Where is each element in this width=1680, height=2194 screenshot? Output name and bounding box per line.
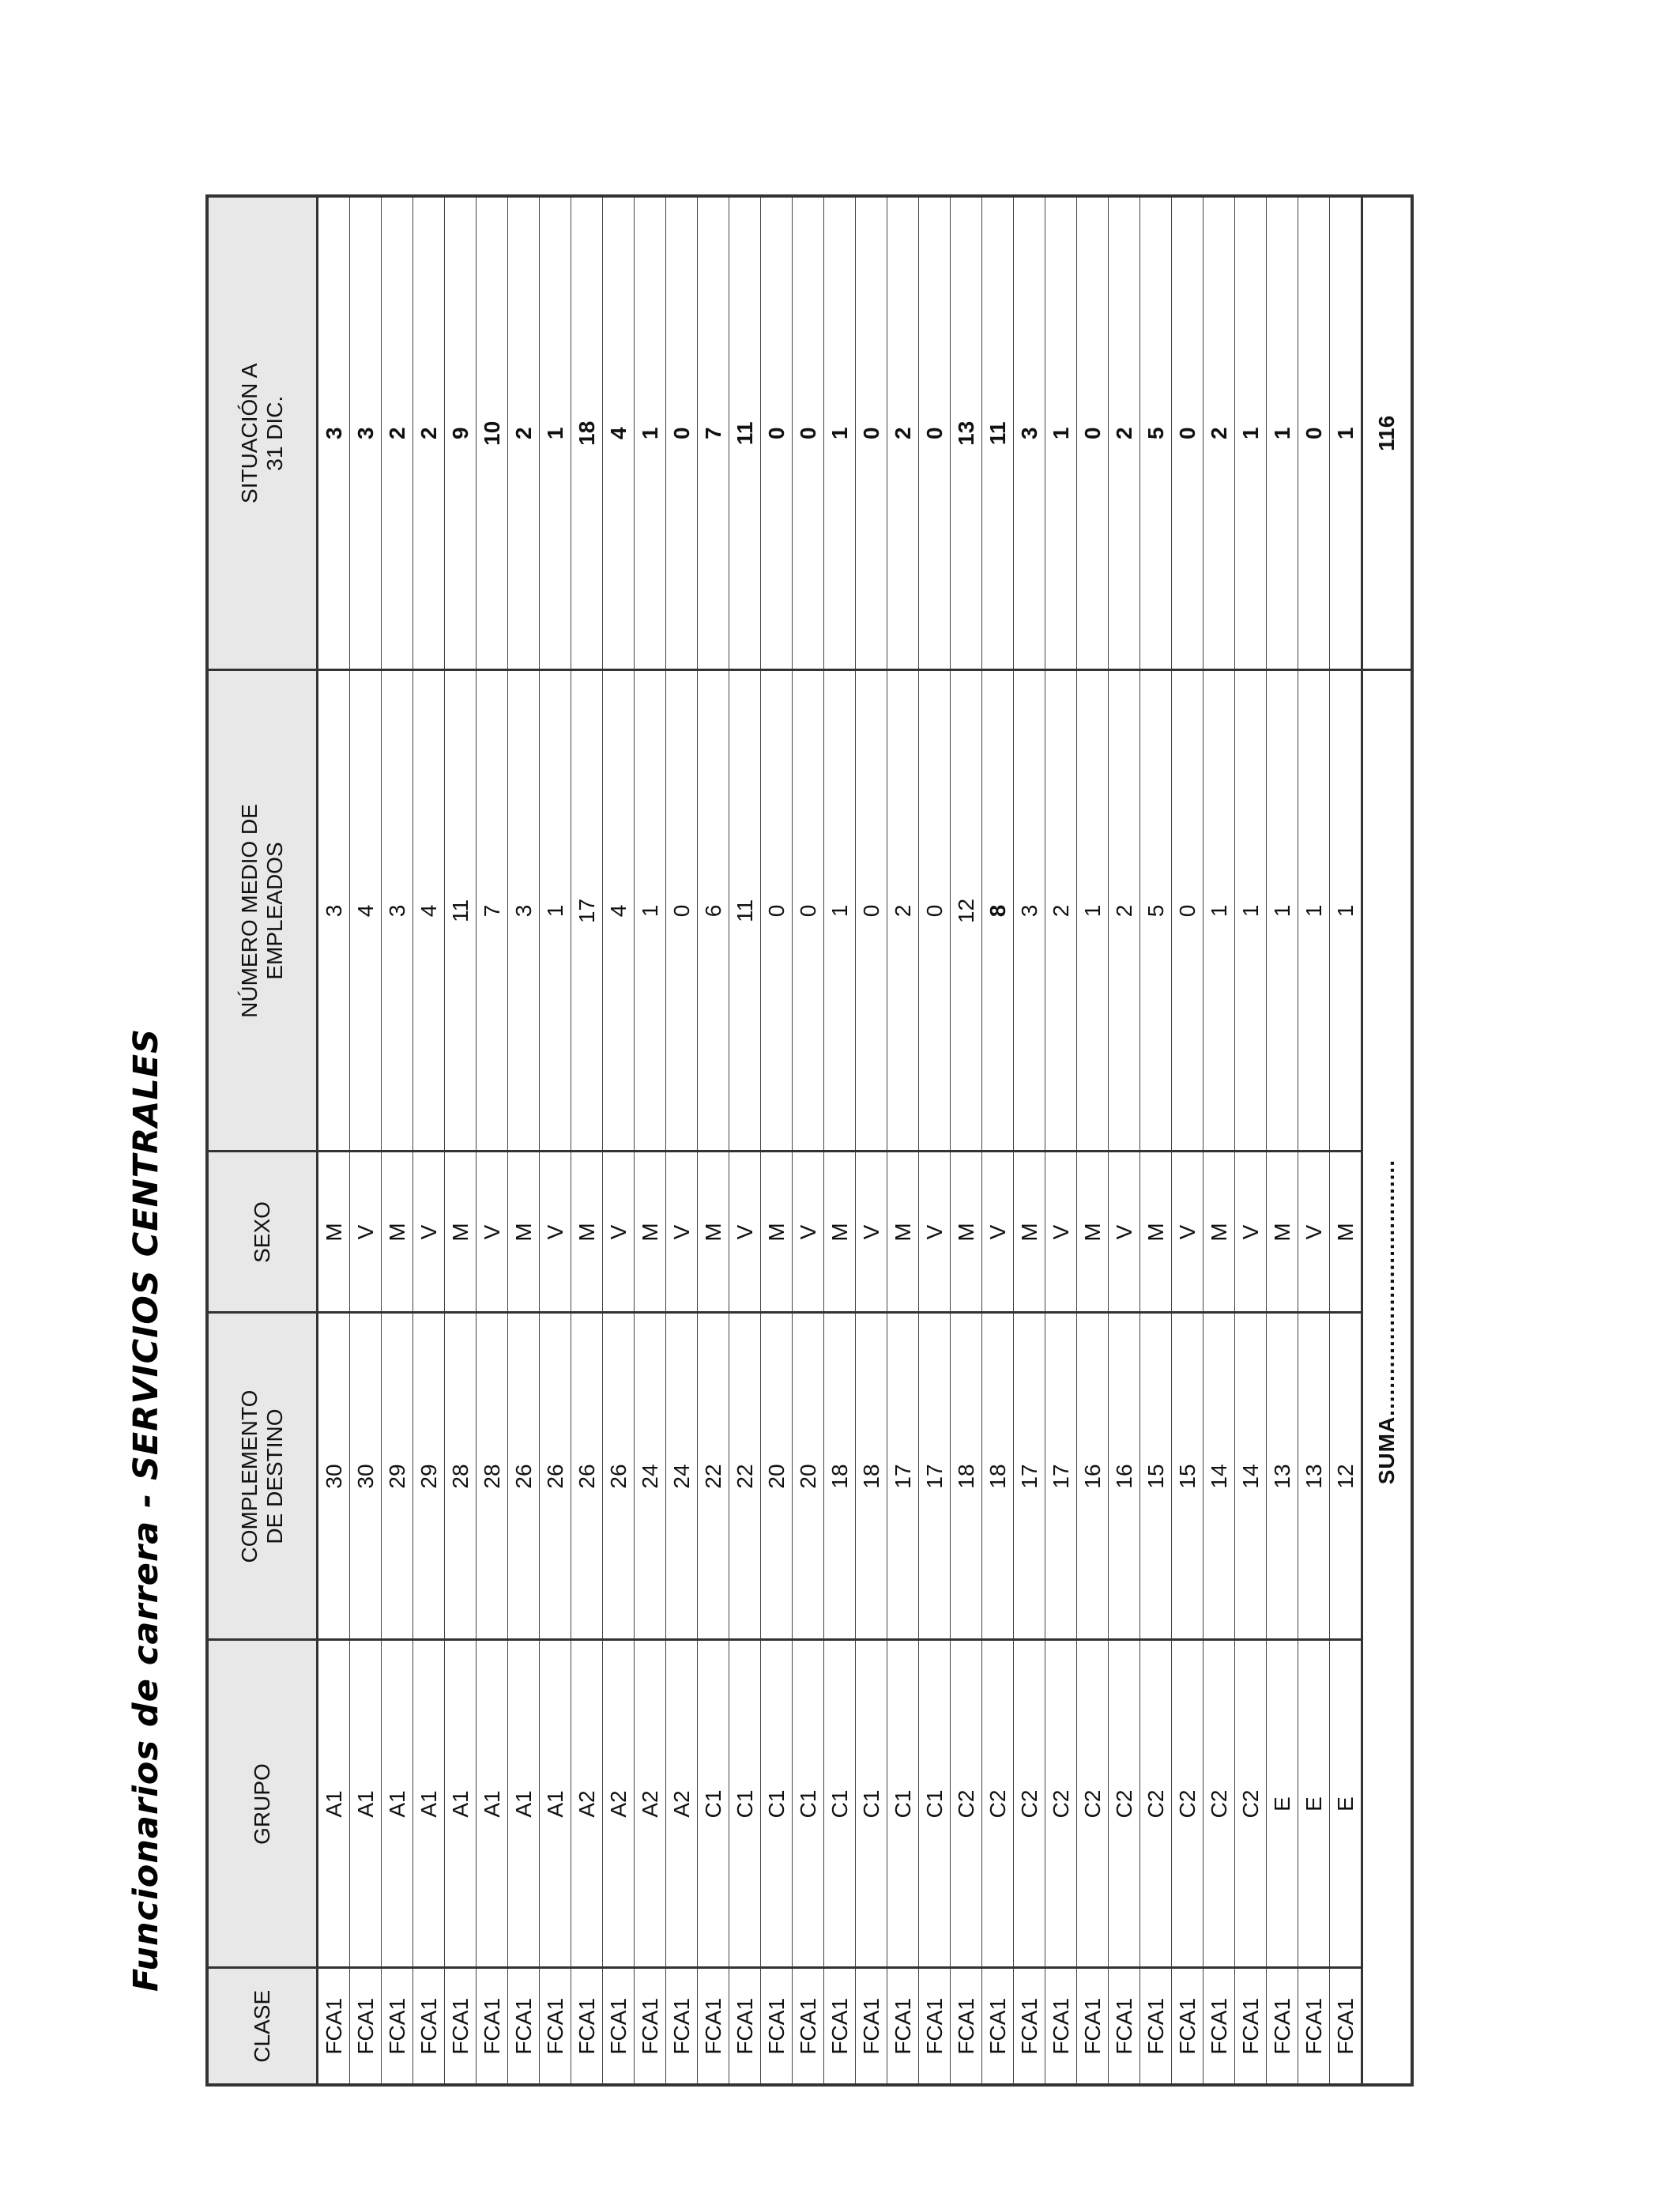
cell-numero: 0 [1172, 670, 1203, 1152]
cell-situacion: 5 [1140, 196, 1172, 670]
cell-numero: 1 [1298, 670, 1330, 1152]
header-numero [207, 670, 318, 1152]
cell-clase: FCA1 [1014, 1968, 1045, 2085]
cell-grupo: C2 [1045, 1640, 1077, 1968]
cell-complemento: 30 [350, 1313, 382, 1640]
suma-total-cell [1362, 196, 1413, 670]
cell-grupo: C2 [1014, 1640, 1045, 1968]
cell-numero: 1 [1330, 670, 1362, 1152]
cell-situacion: 1 [1330, 196, 1362, 670]
cell-grupo: A1 [508, 1640, 540, 1968]
cell-numero: 1 [1203, 670, 1235, 1152]
cell-clase: FCA1 [919, 1968, 951, 2085]
cell-situacion: 2 [382, 196, 413, 670]
table-footer-row [1362, 196, 1413, 2085]
cell-clase: FCA1 [445, 1968, 477, 2085]
cell-clase: FCA1 [1203, 1968, 1235, 2085]
suma-label: SUMA..................................... [1374, 1159, 1399, 1485]
cell-clase: FCA1 [793, 1968, 824, 2085]
cell-sexo: M [1203, 1152, 1235, 1313]
table-row [508, 196, 540, 2085]
header-complemento [207, 1313, 318, 1640]
table-row [1330, 196, 1362, 2085]
cell-situacion: 1 [1267, 196, 1298, 670]
table-row [824, 196, 856, 2085]
cell-situacion: 1 [1045, 196, 1077, 670]
table-row [1140, 196, 1172, 2085]
cell-sexo: M [318, 1152, 350, 1313]
cell-situacion: 1 [824, 196, 856, 670]
cell-grupo: C2 [1140, 1640, 1172, 1968]
cell-complemento: 17 [1045, 1313, 1077, 1640]
table-row [350, 196, 382, 2085]
table-row [413, 196, 445, 2085]
cell-sexo: V [1298, 1152, 1330, 1313]
cell-sexo: M [1267, 1152, 1298, 1313]
table-row [666, 196, 698, 2085]
table-row [1267, 196, 1298, 2085]
cell-grupo: A1 [413, 1640, 445, 1968]
cell-situacion: 2 [887, 196, 919, 670]
cell-complemento: 29 [413, 1313, 445, 1640]
header-situacion [207, 196, 318, 670]
cell-numero: 2 [1045, 670, 1077, 1152]
cell-grupo: E [1298, 1640, 1330, 1968]
cell-sexo: V [856, 1152, 887, 1313]
cell-clase: FCA1 [1077, 1968, 1109, 2085]
cell-complemento: 24 [666, 1313, 698, 1640]
table-row [951, 196, 982, 2085]
table-row [1203, 196, 1235, 2085]
cell-clase: FCA1 [698, 1968, 729, 2085]
cell-situacion: 9 [445, 196, 477, 670]
cell-grupo: C1 [856, 1640, 887, 1968]
employees-table [205, 194, 1414, 2087]
cell-numero: 11 [445, 670, 477, 1152]
cell-situacion: 13 [951, 196, 982, 670]
cell-numero: 0 [666, 670, 698, 1152]
cell-clase: FCA1 [1172, 1968, 1203, 2085]
cell-grupo: C2 [982, 1640, 1014, 1968]
cell-situacion: 0 [1172, 196, 1203, 670]
employees-table-container [205, 198, 1470, 2087]
cell-sexo: V [982, 1152, 1014, 1313]
cell-numero: 4 [413, 670, 445, 1152]
cell-clase: FCA1 [477, 1968, 508, 2085]
header-clase: CLASE [207, 1968, 318, 2085]
table-row [793, 196, 824, 2085]
cell-grupo: A1 [318, 1640, 350, 1968]
cell-numero: 2 [1109, 670, 1140, 1152]
cell-clase: FCA1 [729, 1968, 761, 2085]
cell-numero: 7 [477, 670, 508, 1152]
header-grupo: GRUPO [207, 1640, 318, 1968]
table-row [635, 196, 666, 2085]
footer-numero-empty-cell [1362, 670, 1413, 1152]
cell-complemento: 20 [793, 1313, 824, 1640]
cell-sexo: M [508, 1152, 540, 1313]
cell-grupo: A1 [445, 1640, 477, 1968]
table-row [761, 196, 793, 2085]
header-sexo: SEXO [207, 1152, 318, 1313]
table-row [571, 196, 603, 2085]
cell-sexo: V [1045, 1152, 1077, 1313]
cell-grupo: C2 [1235, 1640, 1267, 1968]
cell-complemento: 30 [318, 1313, 350, 1640]
cell-situacion: 2 [508, 196, 540, 670]
cell-complemento: 15 [1172, 1313, 1203, 1640]
cell-numero: 3 [508, 670, 540, 1152]
cell-clase: FCA1 [856, 1968, 887, 2085]
cell-numero: 5 [1140, 670, 1172, 1152]
table-row [729, 196, 761, 2085]
cell-situacion: 2 [413, 196, 445, 670]
cell-complemento: 22 [729, 1313, 761, 1640]
cell-numero: 0 [793, 670, 824, 1152]
cell-grupo: A2 [603, 1640, 635, 1968]
cell-grupo: C2 [1203, 1640, 1235, 1968]
cell-complemento: 28 [445, 1313, 477, 1640]
cell-complemento: 28 [477, 1313, 508, 1640]
cell-clase: FCA1 [666, 1968, 698, 2085]
cell-complemento: 12 [1330, 1313, 1362, 1640]
cell-situacion: 10 [477, 196, 508, 670]
cell-situacion: 0 [1298, 196, 1330, 670]
cell-situacion: 2 [1109, 196, 1140, 670]
cell-clase: FCA1 [635, 1968, 666, 2085]
cell-situacion: 0 [919, 196, 951, 670]
cell-situacion: 0 [856, 196, 887, 670]
cell-situacion: 4 [603, 196, 635, 670]
cell-complemento: 24 [635, 1313, 666, 1640]
table-row [698, 196, 729, 2085]
cell-sexo: V [729, 1152, 761, 1313]
header-situacion-label: SITUACIÓN A 31 DIC. [236, 363, 287, 503]
cell-grupo: E [1267, 1640, 1298, 1968]
cell-clase: FCA1 [824, 1968, 856, 2085]
cell-grupo: C1 [729, 1640, 761, 1968]
header-numero-label: NÚMERO MEDIO DE EMPLEADOS [236, 804, 287, 1018]
cell-complemento: 18 [951, 1313, 982, 1640]
cell-sexo: M [951, 1152, 982, 1313]
table-row [445, 196, 477, 2085]
cell-numero: 17 [571, 670, 603, 1152]
cell-situacion: 3 [1014, 196, 1045, 670]
cell-clase: FCA1 [1298, 1968, 1330, 2085]
cell-complemento: 22 [698, 1313, 729, 1640]
table-row [982, 196, 1014, 2085]
cell-sexo: M [571, 1152, 603, 1313]
cell-numero: 2 [887, 670, 919, 1152]
cell-numero: 3 [318, 670, 350, 1152]
cell-complemento: 26 [540, 1313, 571, 1640]
cell-numero: 1 [1267, 670, 1298, 1152]
table-row [382, 196, 413, 2085]
cell-grupo: C2 [1077, 1640, 1109, 1968]
cell-numero: 1 [1235, 670, 1267, 1152]
cell-situacion: 1 [540, 196, 571, 670]
cell-numero: 12 [951, 670, 982, 1152]
cell-clase: FCA1 [1045, 1968, 1077, 2085]
cell-complemento: 18 [856, 1313, 887, 1640]
table-row [1298, 196, 1330, 2085]
cell-numero: 1 [635, 670, 666, 1152]
cell-numero: 0 [761, 670, 793, 1152]
header-complemento-label: COMPLEMENTO DE DESTINO [236, 1389, 287, 1563]
cell-grupo: A1 [382, 1640, 413, 1968]
cell-grupo: A2 [635, 1640, 666, 1968]
cell-sexo: M [1077, 1152, 1109, 1313]
cell-grupo: C1 [698, 1640, 729, 1968]
table-row [1077, 196, 1109, 2085]
cell-complemento: 20 [761, 1313, 793, 1640]
suma-total: 116 [1374, 415, 1399, 451]
cell-complemento: 18 [982, 1313, 1014, 1640]
cell-sexo: V [350, 1152, 382, 1313]
cell-situacion: 2 [1203, 196, 1235, 670]
page-title: Funcionarios de carrera - SERVICIOS CENTRALES [126, 1027, 166, 1992]
suma-cell [1362, 1152, 1413, 1968]
cell-grupo: A2 [571, 1640, 603, 1968]
cell-grupo: C1 [761, 1640, 793, 1968]
cell-grupo: A2 [666, 1640, 698, 1968]
table-row [318, 196, 350, 2085]
cell-complemento: 17 [919, 1313, 951, 1640]
cell-clase: FCA1 [1330, 1968, 1362, 2085]
cell-grupo: A1 [477, 1640, 508, 1968]
cell-grupo: A1 [540, 1640, 571, 1968]
cell-complemento: 26 [571, 1313, 603, 1640]
cell-complemento: 26 [603, 1313, 635, 1640]
cell-clase: FCA1 [951, 1968, 982, 2085]
cell-grupo: C1 [919, 1640, 951, 1968]
cell-complemento: 17 [1014, 1313, 1045, 1640]
cell-sexo: V [1172, 1152, 1203, 1313]
cell-complemento: 14 [1235, 1313, 1267, 1640]
cell-clase: FCA1 [413, 1968, 445, 2085]
cell-grupo: C1 [793, 1640, 824, 1968]
cell-complemento: 16 [1077, 1313, 1109, 1640]
cell-sexo: V [793, 1152, 824, 1313]
cell-sexo: V [477, 1152, 508, 1313]
cell-clase: FCA1 [1267, 1968, 1298, 2085]
cell-numero: 1 [1077, 670, 1109, 1152]
table-header-row [207, 196, 318, 2085]
cell-clase: FCA1 [540, 1968, 571, 2085]
cell-situacion: 0 [793, 196, 824, 670]
cell-numero: 6 [698, 670, 729, 1152]
table-row [603, 196, 635, 2085]
cell-grupo: C2 [1109, 1640, 1140, 1968]
table-body [318, 196, 1362, 2085]
cell-clase: FCA1 [761, 1968, 793, 2085]
cell-complemento: 29 [382, 1313, 413, 1640]
cell-sexo: M [445, 1152, 477, 1313]
cell-situacion: 1 [1235, 196, 1267, 670]
cell-complemento: 15 [1140, 1313, 1172, 1640]
cell-numero: 11 [729, 670, 761, 1152]
cell-numero: 8 [982, 670, 1014, 1152]
cell-situacion: 3 [350, 196, 382, 670]
cell-sexo: V [603, 1152, 635, 1313]
cell-situacion: 1 [635, 196, 666, 670]
table-row [477, 196, 508, 2085]
cell-complemento: 13 [1298, 1313, 1330, 1640]
cell-sexo: M [1330, 1152, 1362, 1313]
cell-complemento: 18 [824, 1313, 856, 1640]
cell-clase: FCA1 [603, 1968, 635, 2085]
cell-sexo: V [919, 1152, 951, 1313]
cell-grupo: E [1330, 1640, 1362, 1968]
cell-numero: 1 [824, 670, 856, 1152]
cell-clase: FCA1 [1109, 1968, 1140, 2085]
cell-clase: FCA1 [382, 1968, 413, 2085]
table-row [1045, 196, 1077, 2085]
cell-situacion: 0 [666, 196, 698, 670]
cell-situacion: 11 [982, 196, 1014, 670]
table-row [919, 196, 951, 2085]
table-row [1109, 196, 1140, 2085]
cell-complemento: 17 [887, 1313, 919, 1640]
cell-numero: 0 [919, 670, 951, 1152]
cell-numero: 0 [856, 670, 887, 1152]
table-row [887, 196, 919, 2085]
cell-sexo: V [413, 1152, 445, 1313]
cell-sexo: M [635, 1152, 666, 1313]
cell-complemento: 14 [1203, 1313, 1235, 1640]
cell-complemento: 13 [1267, 1313, 1298, 1640]
cell-sexo: M [1140, 1152, 1172, 1313]
cell-sexo: M [824, 1152, 856, 1313]
cell-clase: FCA1 [887, 1968, 919, 2085]
cell-situacion: 7 [698, 196, 729, 670]
cell-grupo: C1 [824, 1640, 856, 1968]
footer-empty-cell [1362, 1968, 1413, 2085]
cell-clase: FCA1 [350, 1968, 382, 2085]
cell-sexo: M [698, 1152, 729, 1313]
cell-numero: 3 [1014, 670, 1045, 1152]
cell-situacion: 3 [318, 196, 350, 670]
cell-sexo: M [1014, 1152, 1045, 1313]
cell-sexo: V [1235, 1152, 1267, 1313]
cell-grupo: C2 [951, 1640, 982, 1968]
table-row [1235, 196, 1267, 2085]
table-row [1172, 196, 1203, 2085]
cell-clase: FCA1 [571, 1968, 603, 2085]
cell-clase: FCA1 [1235, 1968, 1267, 2085]
cell-complemento: 26 [508, 1313, 540, 1640]
cell-sexo: V [1109, 1152, 1140, 1313]
cell-clase: FCA1 [982, 1968, 1014, 2085]
cell-situacion: 18 [571, 196, 603, 670]
table-row [1014, 196, 1045, 2085]
table-row [540, 196, 571, 2085]
cell-sexo: V [666, 1152, 698, 1313]
cell-sexo: M [382, 1152, 413, 1313]
cell-sexo: V [540, 1152, 571, 1313]
cell-grupo: C1 [887, 1640, 919, 1968]
cell-numero: 1 [540, 670, 571, 1152]
cell-numero: 3 [382, 670, 413, 1152]
cell-clase: FCA1 [1140, 1968, 1172, 2085]
cell-situacion: 0 [1077, 196, 1109, 670]
cell-situacion: 11 [729, 196, 761, 670]
cell-grupo: C2 [1172, 1640, 1203, 1968]
cell-clase: FCA1 [318, 1968, 350, 2085]
cell-complemento: 16 [1109, 1313, 1140, 1640]
cell-sexo: M [887, 1152, 919, 1313]
cell-grupo: A1 [350, 1640, 382, 1968]
cell-situacion: 0 [761, 196, 793, 670]
cell-numero: 4 [603, 670, 635, 1152]
cell-clase: FCA1 [508, 1968, 540, 2085]
rotated-page [119, 111, 1494, 2087]
cell-numero: 4 [350, 670, 382, 1152]
table-row [856, 196, 887, 2085]
cell-sexo: M [761, 1152, 793, 1313]
